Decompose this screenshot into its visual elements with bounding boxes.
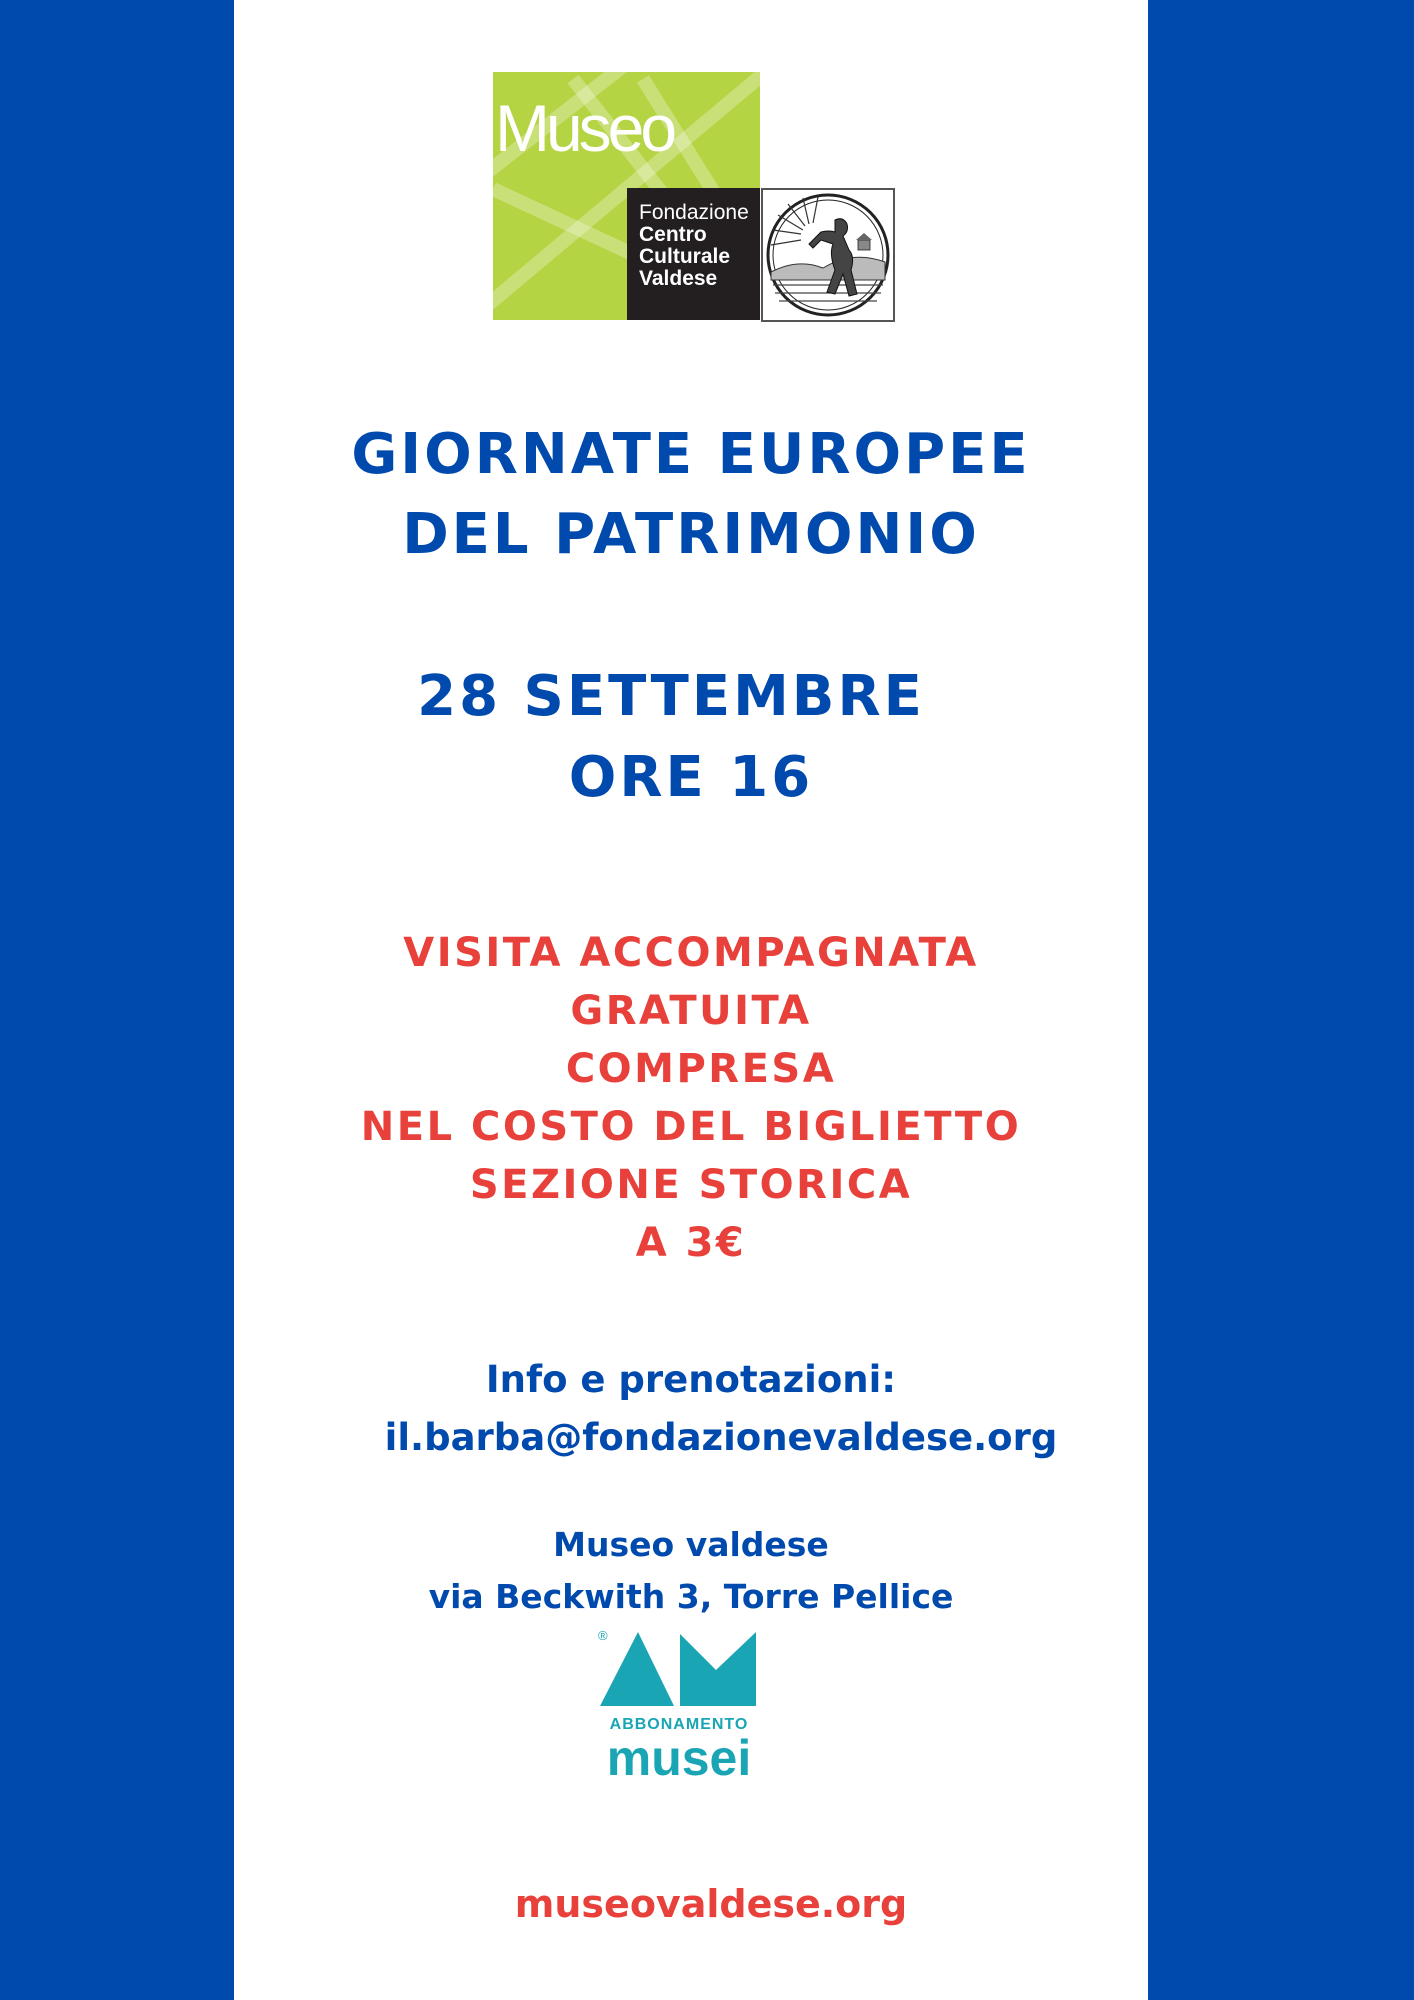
event-time: ORE 16 bbox=[568, 745, 814, 810]
offer-line-4: NEL COSTO DEL BIGLIETTO bbox=[360, 1104, 1022, 1150]
offer-line-1: VISITA ACCOMPAGNATA bbox=[403, 930, 979, 976]
venue-address: via Beckwith 3, Torre Pellice bbox=[428, 1577, 954, 1616]
museo-logo-word: Museo bbox=[495, 91, 674, 165]
am-logo-line-2: musei bbox=[606, 1730, 752, 1786]
logo-line-fondazione: Fondazione bbox=[639, 201, 749, 224]
poster-page bbox=[234, 0, 1148, 2000]
fondazione-logo-panel bbox=[627, 188, 760, 320]
am-logo-line-1: ABBONAMENTO bbox=[609, 1716, 749, 1733]
info-email-link[interactable]: il.barba@fondazionevaldese.org bbox=[384, 1416, 1058, 1459]
registered-mark: ® bbox=[598, 1628, 608, 1643]
headline-line-1: GIORNATE EUROPEE bbox=[351, 422, 1031, 487]
offer-line-5: SEZIONE STORICA bbox=[469, 1162, 913, 1208]
am-mark-icon bbox=[598, 1628, 758, 1708]
website-link[interactable]: museovaldese.org bbox=[514, 1882, 908, 1926]
sower-seal-icon bbox=[761, 188, 895, 322]
logo-line-valdese: Valdese bbox=[639, 267, 718, 290]
headline-line-2: DEL PATRIMONIO bbox=[402, 502, 980, 567]
venue-name: Museo valdese bbox=[553, 1525, 829, 1564]
logo-line-culturale: Culturale bbox=[639, 245, 731, 268]
info-label: Info e prenotazioni: bbox=[485, 1358, 897, 1401]
event-date: 28 SETTEMBRE bbox=[417, 664, 925, 729]
abbonamento-musei-logo bbox=[598, 1628, 798, 1788]
offer-line-3: COMPRESA bbox=[565, 1046, 837, 1092]
offer-line-6: A 3€ bbox=[635, 1220, 747, 1266]
offer-line-2: GRATUITA bbox=[570, 988, 812, 1034]
logo-line-centro: Centro bbox=[639, 223, 707, 246]
